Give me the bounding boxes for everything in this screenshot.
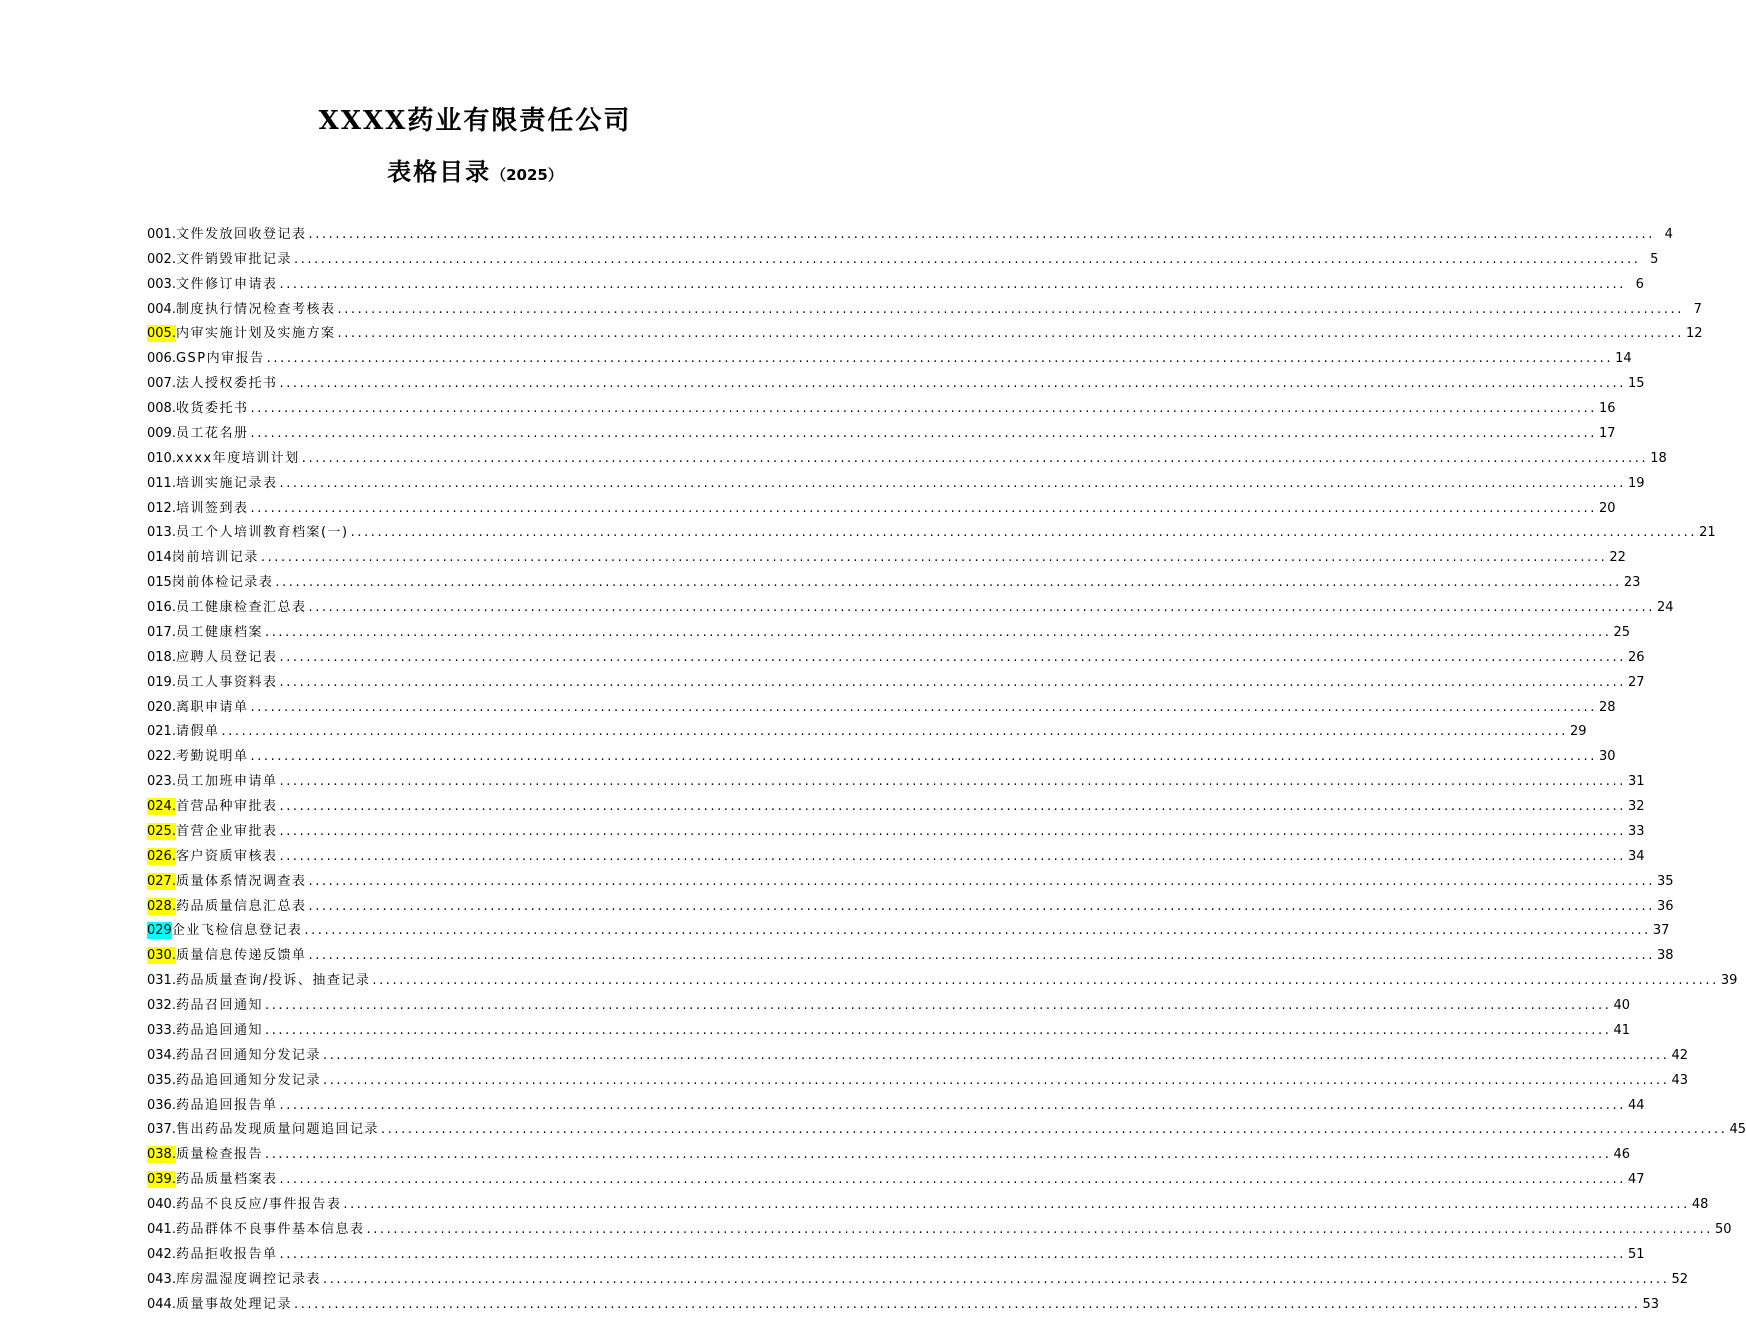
toc-leader-dots: ........................................................................................................................................................................................................ [279, 848, 1626, 864]
toc-entry-page-number: 27 [1627, 674, 1645, 690]
toc-entry-number: 034. [147, 1047, 176, 1063]
toc-entry-number: 043. [147, 1271, 176, 1287]
toc-entry-page-number: 34 [1627, 848, 1645, 864]
toc-leader-dots: ........................................................................................................................................................................................................ [266, 351, 1614, 367]
toc-entry-number: 003. [147, 276, 176, 292]
toc-entry-number: 037. [147, 1122, 176, 1138]
document-year: （2025） [491, 166, 563, 184]
toc-entry[interactable] [147, 1238, 1645, 1263]
toc-entry[interactable] [147, 939, 1674, 964]
toc-entry-page-number: 35 [1656, 873, 1674, 889]
toc-leader-dots: ........................................................................................................................................................................................................ [279, 276, 1626, 292]
toc-entry[interactable] [147, 964, 1738, 989]
toc-leader-dots: ........................................................................................................................................................................................................ [308, 873, 1655, 889]
toc-entry-page-number: 20 [1598, 500, 1616, 516]
toc-entry-number: 023. [147, 774, 176, 790]
toc-entry-number: 004. [147, 301, 176, 317]
toc-entry-title: 员工个人培训教育档案(一) [175, 525, 349, 541]
toc-entry-number: 022. [147, 749, 176, 765]
toc-entry-number: 001. [147, 226, 176, 242]
toc-entry-page-number: 24 [1656, 600, 1674, 615]
toc-entry-number: 033. [147, 1022, 176, 1038]
toc-leader-dots: ........................................................................................................................................................................................................ [221, 724, 1568, 740]
toc-leader-dots: ........................................................................................................................................................................................................ [279, 1246, 1626, 1262]
toc-entry[interactable] [147, 541, 1626, 566]
toc-entry[interactable] [147, 989, 1630, 1014]
toc-entry[interactable] [147, 318, 1703, 343]
toc-entry[interactable] [147, 243, 1659, 268]
toc-entry[interactable] [147, 342, 1632, 367]
toc-leader-dots: ........................................................................................................................................................................................................ [304, 923, 1651, 939]
toc-entry-title: 首营企业审批表 [175, 823, 278, 839]
toc-entry-number: 032. [147, 998, 176, 1013]
toc-leader-dots: ........................................................................................................................................................................................................ [279, 1172, 1626, 1188]
toc-entry[interactable] [147, 840, 1645, 865]
toc-entry-page-number: 30 [1598, 749, 1616, 765]
toc-entry-number: 038. [147, 1147, 176, 1163]
toc-entry-title: 应聘人员登记表 [175, 649, 278, 665]
toc-entry-page-number: 45 [1729, 1122, 1746, 1138]
toc-entry-title: 药品群体不良事件基本信息表 [175, 1221, 365, 1237]
toc-entry-title: 请假单 [175, 724, 220, 740]
toc-entry-number: 019. [147, 674, 176, 690]
toc-entry-title: 制度执行情况检查考核表 [175, 301, 336, 317]
toc-entry-number: 015 [147, 575, 172, 591]
toc-entry[interactable] [147, 815, 1645, 840]
toc-entry-page-number: 4 [1664, 226, 1673, 242]
toc-leader-dots: ........................................................................................................................................................................................................ [372, 973, 1719, 989]
toc-leader-dots: ........................................................................................................................................................................................................ [279, 774, 1626, 790]
toc-leader-dots: ........................................................................................................................................................................................................ [250, 401, 1597, 416]
toc-entry-title: 员工花名册 [175, 425, 249, 441]
toc-leader-dots: ........................................................................................................................................................................................................ [380, 1122, 1728, 1138]
toc-entry-page-number: 25 [1613, 624, 1630, 640]
toc-entry-number: 016. [147, 600, 176, 615]
toc-entry-title: 库房温湿度调控记录表 [175, 1271, 321, 1287]
toc-entry-title: 员工加班申请单 [175, 774, 278, 790]
toc-entry[interactable] [147, 1039, 1688, 1064]
toc-entry[interactable] [147, 442, 1667, 467]
toc-entry-title: 质量体系情况调查表 [175, 873, 307, 889]
toc-leader-dots: ........................................................................................................................................................................................................ [337, 301, 1684, 317]
toc-entry-number: 024. [147, 799, 176, 814]
toc-entry-number: 009. [147, 425, 176, 441]
toc-entry-title: 质量检查报告 [175, 1147, 263, 1163]
toc-entry[interactable] [147, 915, 1670, 940]
toc-entry-title: 培训签到表 [175, 500, 249, 516]
toc-entry[interactable] [147, 268, 1644, 293]
toc-entry-title: xxxx年度培训计划 [175, 450, 300, 466]
toc-entry-page-number: 46 [1613, 1147, 1630, 1163]
toc-entry-page-number: 7 [1693, 301, 1702, 317]
toc-entry-title: 药品质量信息汇总表 [175, 898, 307, 914]
toc-entry[interactable] [147, 392, 1616, 417]
document-title [0, 152, 950, 187]
toc-leader-dots: ........................................................................................................................................................................................................ [337, 326, 1684, 342]
toc-leader-dots: ........................................................................................................................................................................................................ [322, 1271, 1670, 1287]
toc-entry-page-number: 38 [1656, 948, 1674, 964]
toc-leader-dots: ........................................................................................................................................................................................................ [250, 500, 1597, 516]
toc-entry-number: 002. [147, 251, 176, 267]
toc-entry[interactable] [147, 1064, 1688, 1089]
toc-entry[interactable] [147, 218, 1673, 243]
toc-leader-dots: ........................................................................................................................................................................................................ [279, 1097, 1626, 1113]
toc-entry-page-number: 18 [1650, 450, 1667, 466]
toc-entry-number: 029 [147, 923, 172, 939]
toc-entry[interactable] [147, 1089, 1645, 1114]
toc-entry-number: 036. [147, 1097, 176, 1113]
toc-leader-dots: ........................................................................................................................................................................................................ [322, 1047, 1670, 1063]
toc-entry-title: 法人授权委托书 [175, 376, 278, 392]
toc-entry-page-number: 17 [1598, 425, 1616, 441]
toc-leader-dots: ........................................................................................................................................................................................................ [308, 226, 1655, 242]
toc-entry-page-number: 29 [1569, 724, 1587, 740]
toc-entry[interactable] [147, 740, 1616, 765]
toc-entry-page-number: 12 [1685, 326, 1703, 342]
toc-entry-number: 017. [147, 624, 176, 640]
toc-entry-number: 028. [147, 898, 176, 914]
toc-leader-dots: ........................................................................................................................................................................................................ [264, 998, 1612, 1013]
toc-entry-page-number: 37 [1652, 923, 1670, 939]
toc-entry-page-number: 53 [1642, 1296, 1659, 1312]
toc-entry-title: 收货委托书 [175, 401, 249, 416]
toc-entry[interactable] [147, 467, 1645, 492]
toc-entry[interactable] [147, 890, 1674, 915]
company-title: XXXX药业有限责任公司 [318, 106, 632, 136]
toc-entry-title: 内审实施计划及实施方案 [175, 326, 336, 342]
toc-entry-page-number: 48 [1691, 1197, 1709, 1212]
toc-entry[interactable] [147, 691, 1616, 716]
toc-entry[interactable] [147, 716, 1587, 741]
toc-entry-title: 药品质量查询/投诉、抽查记录 [175, 973, 371, 989]
toc-entry[interactable] [147, 1188, 1709, 1213]
toc-entry[interactable] [147, 1263, 1688, 1288]
toc-entry[interactable] [147, 591, 1674, 616]
toc-entry-page-number: 43 [1671, 1072, 1688, 1088]
toc-entry-page-number: 32 [1627, 799, 1645, 814]
toc-entry-page-number: 50 [1714, 1221, 1732, 1237]
toc-entry[interactable] [147, 566, 1641, 591]
toc-entry-title: 药品召回通知分发记录 [175, 1047, 321, 1063]
toc-entry-title: 员工人事资料表 [175, 674, 278, 690]
toc-entry-number: 018. [147, 649, 176, 665]
toc-entry-number: 040. [147, 1197, 176, 1212]
toc-entry[interactable] [147, 616, 1630, 641]
toc-entry-number: 010. [147, 450, 176, 466]
toc-leader-dots: ........................................................................................................................................................................................................ [264, 624, 1612, 640]
toc-entry-page-number: 28 [1598, 699, 1616, 715]
toc-entry-title: 企业飞检信息登记表 [171, 923, 303, 939]
toc-entry[interactable] [147, 666, 1645, 691]
toc-entry-title: 售出药品发现质量问题追回记录 [175, 1122, 379, 1138]
toc-entry-title: 岗前体检记录表 [171, 575, 274, 591]
toc-entry-page-number: 26 [1627, 649, 1645, 665]
toc-entry[interactable] [147, 417, 1616, 442]
toc-entry-page-number: 6 [1635, 276, 1644, 292]
toc-leader-dots: ........................................................................................................................................................................................................ [343, 1197, 1690, 1212]
toc-leader-dots: ........................................................................................................................................................................................................ [293, 1296, 1641, 1312]
toc-entry-number: 031. [147, 973, 176, 989]
toc-entry-number: 041. [147, 1221, 176, 1237]
document-title-text: 表格目录 [387, 157, 492, 186]
toc-entry-number: 025. [147, 823, 176, 839]
toc-entry-page-number: 44 [1627, 1097, 1645, 1113]
toc-leader-dots: ........................................................................................................................................................................................................ [350, 525, 1698, 541]
toc-entry-title: 员工健康检查汇总表 [175, 600, 307, 615]
toc-entry-title: 文件发放回收登记表 [175, 226, 307, 242]
table-of-contents [147, 218, 1746, 1313]
toc-entry-number: 014 [147, 550, 172, 566]
toc-entry-title: GSP内审报告 [175, 351, 265, 367]
toc-entry[interactable] [147, 1288, 1659, 1313]
toc-entry-page-number: 52 [1671, 1271, 1688, 1287]
toc-entry[interactable] [147, 367, 1645, 392]
toc-entry-number: 007. [147, 376, 176, 392]
toc-entry-page-number: 19 [1627, 475, 1645, 491]
toc-entry[interactable] [147, 1014, 1630, 1039]
toc-entry-page-number: 47 [1627, 1172, 1645, 1188]
toc-entry-number: 026. [147, 848, 176, 864]
toc-leader-dots: ........................................................................................................................................................................................................ [279, 475, 1626, 491]
toc-entry-number: 013. [147, 525, 176, 541]
toc-leader-dots: ........................................................................................................................................................................................................ [366, 1221, 1713, 1237]
toc-leader-dots: ........................................................................................................................................................................................................ [279, 823, 1626, 839]
toc-entry-page-number: 51 [1627, 1246, 1645, 1262]
toc-entry-title: 首营品种审批表 [175, 799, 278, 814]
toc-entry-number: 035. [147, 1072, 176, 1088]
toc-entry-page-number: 36 [1656, 898, 1674, 914]
toc-leader-dots: ........................................................................................................................................................................................................ [250, 699, 1597, 715]
toc-entry[interactable] [147, 765, 1645, 790]
toc-entry-title: 质量信息传递反馈单 [175, 948, 307, 964]
toc-entry[interactable] [147, 492, 1616, 517]
toc-entry-number: 039. [147, 1172, 176, 1188]
toc-entry[interactable] [147, 790, 1645, 815]
toc-entry-page-number: 42 [1671, 1047, 1688, 1063]
toc-entry-number: 020. [147, 699, 176, 715]
toc-entry[interactable] [147, 1213, 1732, 1238]
toc-entry-title: 药品质量档案表 [175, 1172, 278, 1188]
toc-entry-title: 培训实施记录表 [175, 475, 278, 491]
toc-entry-page-number: 15 [1627, 376, 1645, 392]
toc-entry-number: 021. [147, 724, 176, 740]
toc-entry-number: 011. [147, 475, 176, 491]
toc-entry-title: 客户资质审核表 [175, 848, 278, 864]
toc-entry-title: 药品追回通知分发记录 [175, 1072, 321, 1088]
toc-leader-dots: ........................................................................................................................................................................................................ [293, 251, 1641, 267]
toc-entry-number: 042. [147, 1246, 176, 1262]
toc-entry-page-number: 39 [1720, 973, 1738, 989]
toc-entry-title: 考勤说明单 [175, 749, 249, 765]
toc-entry-title: 药品召回通知 [175, 998, 263, 1013]
toc-entry-number: 008. [147, 401, 176, 416]
toc-entry-title: 员工健康档案 [175, 624, 263, 640]
toc-entry-title: 药品追回报告单 [175, 1097, 278, 1113]
toc-leader-dots: ........................................................................................................................................................................................................ [279, 649, 1626, 665]
toc-entry-number: 044. [147, 1296, 176, 1312]
toc-entry-page-number: 14 [1615, 351, 1632, 367]
toc-entry[interactable] [147, 641, 1645, 666]
toc-entry-page-number: 22 [1609, 550, 1626, 566]
toc-entry-number: 027. [147, 873, 176, 889]
toc-entry-page-number: 41 [1613, 1022, 1630, 1038]
toc-leader-dots: ........................................................................................................................................................................................................ [279, 674, 1626, 690]
toc-entry-title: 岗前培训记录 [171, 550, 259, 566]
toc-entry-page-number: 40 [1613, 998, 1630, 1013]
toc-entry[interactable] [147, 865, 1674, 890]
toc-entry[interactable] [147, 1138, 1630, 1163]
toc-entry[interactable] [147, 293, 1702, 318]
toc-entry-page-number: 16 [1598, 401, 1616, 416]
toc-entry-page-number: 31 [1627, 774, 1645, 790]
toc-entry-title: 文件修订申请表 [175, 276, 278, 292]
toc-leader-dots: ........................................................................................................................................................................................................ [279, 376, 1626, 392]
toc-leader-dots: ........................................................................................................................................................................................................ [250, 425, 1597, 441]
toc-leader-dots: ........................................................................................................................................................................................................ [308, 600, 1655, 615]
toc-entry-page-number: 5 [1650, 251, 1659, 267]
toc-leader-dots: ........................................................................................................................................................................................................ [250, 749, 1597, 765]
toc-entry-number: 006. [147, 351, 176, 367]
toc-leader-dots: ........................................................................................................................................................................................................ [275, 575, 1622, 591]
toc-entry-page-number: 23 [1623, 575, 1641, 591]
toc-leader-dots: ........................................................................................................................................................................................................ [264, 1022, 1612, 1038]
toc-entry-number: 005. [147, 326, 176, 342]
toc-leader-dots: ........................................................................................................................................................................................................ [308, 948, 1655, 964]
toc-leader-dots: ........................................................................................................................................................................................................ [264, 1147, 1612, 1163]
toc-leader-dots: ........................................................................................................................................................................................................ [279, 799, 1626, 814]
toc-entry[interactable] [147, 517, 1716, 542]
toc-entry-page-number: 33 [1627, 823, 1645, 839]
toc-entry-title: 文件销毁审批记录 [175, 251, 292, 267]
toc-leader-dots: ........................................................................................................................................................................................................ [322, 1072, 1670, 1088]
toc-leader-dots: ........................................................................................................................................................................................................ [301, 450, 1649, 466]
toc-entry[interactable] [147, 1114, 1746, 1139]
toc-entry-title: 质量事故处理记录 [175, 1296, 292, 1312]
toc-entry-title: 药品追回通知 [175, 1022, 263, 1038]
toc-entry-number: 030. [147, 948, 176, 964]
toc-entry-page-number: 21 [1699, 525, 1716, 541]
toc-entry-title: 药品拒收报告单 [175, 1246, 278, 1262]
toc-entry-title: 离职申请单 [175, 699, 249, 715]
toc-entry-title: 药品不良反应/事件报告表 [175, 1197, 342, 1212]
toc-entry-number: 012. [147, 500, 176, 516]
toc-entry[interactable] [147, 1163, 1645, 1188]
toc-leader-dots: ........................................................................................................................................................................................................ [260, 550, 1608, 566]
toc-leader-dots: ........................................................................................................................................................................................................ [308, 898, 1655, 914]
